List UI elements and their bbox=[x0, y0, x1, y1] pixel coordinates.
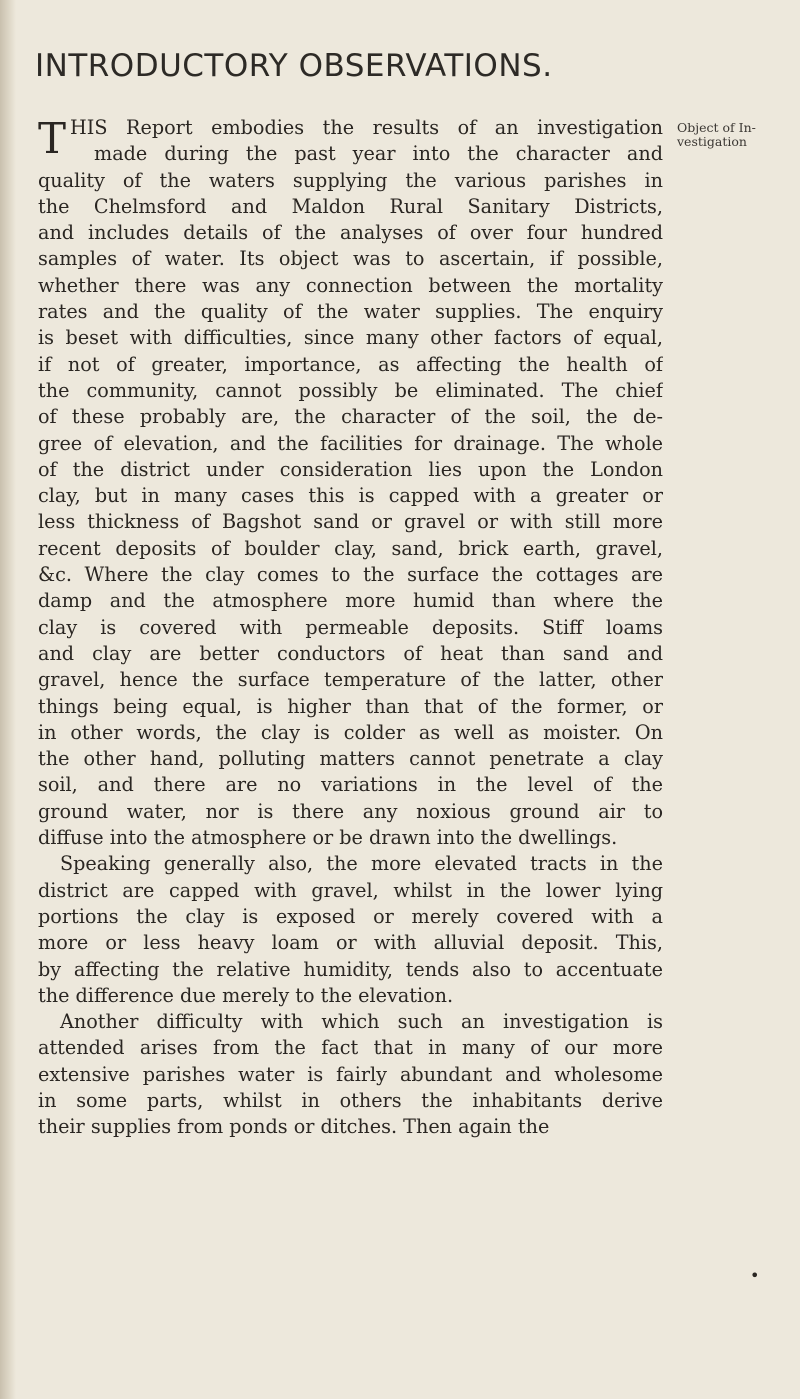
margin-note-line-2: vestigation bbox=[677, 134, 747, 149]
text-line: damp and the atmosphere more humid than where the bbox=[38, 589, 663, 613]
paragraph-2 bbox=[38, 851, 663, 1009]
page-gutter-shadow bbox=[0, 0, 16, 1399]
text-line: in some parts, whilst in others the inhabitants derive bbox=[38, 1088, 663, 1112]
text-line: and clay are better conductors of heat than sand and bbox=[38, 641, 663, 665]
text-line: of these probably are, the character of the soil, the de- bbox=[38, 405, 663, 429]
text-line: gravel, hence the surface temperature of the latter, other bbox=[38, 668, 663, 692]
text-line: attended arises from the fact that in many of our more bbox=[38, 1036, 663, 1060]
text-line: the other hand, polluting matters cannot penetrate a clay bbox=[38, 747, 663, 771]
text-line: samples of water. Its object was to ascertain, if possible, bbox=[38, 247, 663, 271]
text-line: the Chelmsford and Maldon Rural Sanitary Districts, bbox=[38, 194, 663, 218]
text-line: soil, and there are no variations in the level of the bbox=[38, 773, 663, 797]
text-line: more or less heavy loam or with alluvial deposit. This, bbox=[38, 931, 663, 955]
paragraph-1 bbox=[38, 115, 663, 851]
margin-note-line-1: Object of In- bbox=[677, 120, 756, 135]
text-line: HIS Report embodies the results of an investigation bbox=[70, 116, 663, 139]
text-line: by affecting the relative humidity, tends also to accentuate bbox=[38, 957, 663, 981]
text-line: and includes details of the analyses of over four hundred bbox=[38, 221, 663, 245]
body-text bbox=[38, 115, 663, 1141]
text-line: made during the past year into the character and bbox=[94, 142, 663, 166]
text-line: if not of greater, importance, as affecting the health of bbox=[38, 352, 663, 376]
text-line: rates and the quality of the water supplies. The enquiry bbox=[38, 300, 663, 324]
margin-note bbox=[677, 121, 797, 149]
text-line: Speaking generally also, the more elevated tracts in the bbox=[60, 852, 663, 876]
text-line: gree of elevation, and the facilities for drainage. The whole bbox=[38, 431, 663, 455]
text-line: &c. Where the clay comes to the surface the cottages are bbox=[38, 563, 663, 587]
dropcap: T bbox=[38, 114, 67, 163]
text-line: the community, cannot possibly be eliminated. The chief bbox=[38, 378, 663, 402]
text-line: Another difficulty with which such an investigation is bbox=[60, 1010, 663, 1034]
text-line: less thickness of Bagshot sand or gravel or with still more bbox=[38, 510, 663, 534]
text-line: of the district under consideration lies upon the London bbox=[38, 457, 663, 481]
text-line: clay is covered with permeable deposits. Stiff loams bbox=[38, 615, 663, 639]
text-line: in other words, the clay is colder as well as moister. On bbox=[38, 720, 663, 744]
text-line: the difference due merely to the elevation. bbox=[38, 983, 454, 1007]
page-heading: INTRODUCTORY OBSERVATIONS. bbox=[35, 48, 553, 84]
text-line: portions the clay is exposed or merely covered with a bbox=[38, 904, 663, 928]
text-line: diffuse into the atmosphere or be drawn into the dwellings. bbox=[38, 826, 618, 850]
text-line: district are capped with gravel, whilst in the lower lying bbox=[38, 878, 663, 902]
text-line: recent deposits of boulder clay, sand, brick earth, gravel, bbox=[38, 536, 663, 560]
text-line: extensive parishes water is fairly abundant and wholesome bbox=[38, 1062, 663, 1086]
text-line: whether there was any connection between the mortality bbox=[38, 273, 663, 297]
text-line: quality of the waters supplying the various parishes in bbox=[38, 168, 663, 192]
text-line: clay, but in many cases this is capped with a greater or bbox=[38, 484, 663, 508]
text-line: their supplies from ponds or ditches. Then again the bbox=[38, 1115, 550, 1139]
paragraph-3 bbox=[38, 1009, 663, 1140]
text-line: ground water, nor is there any noxious ground air to bbox=[38, 799, 663, 823]
text-line: things being equal, is higher than that of the former, or bbox=[38, 694, 663, 718]
text-line: is beset with difficulties, since many other factors of equal, bbox=[38, 326, 663, 350]
margin-bullet: • bbox=[750, 1266, 760, 1285]
